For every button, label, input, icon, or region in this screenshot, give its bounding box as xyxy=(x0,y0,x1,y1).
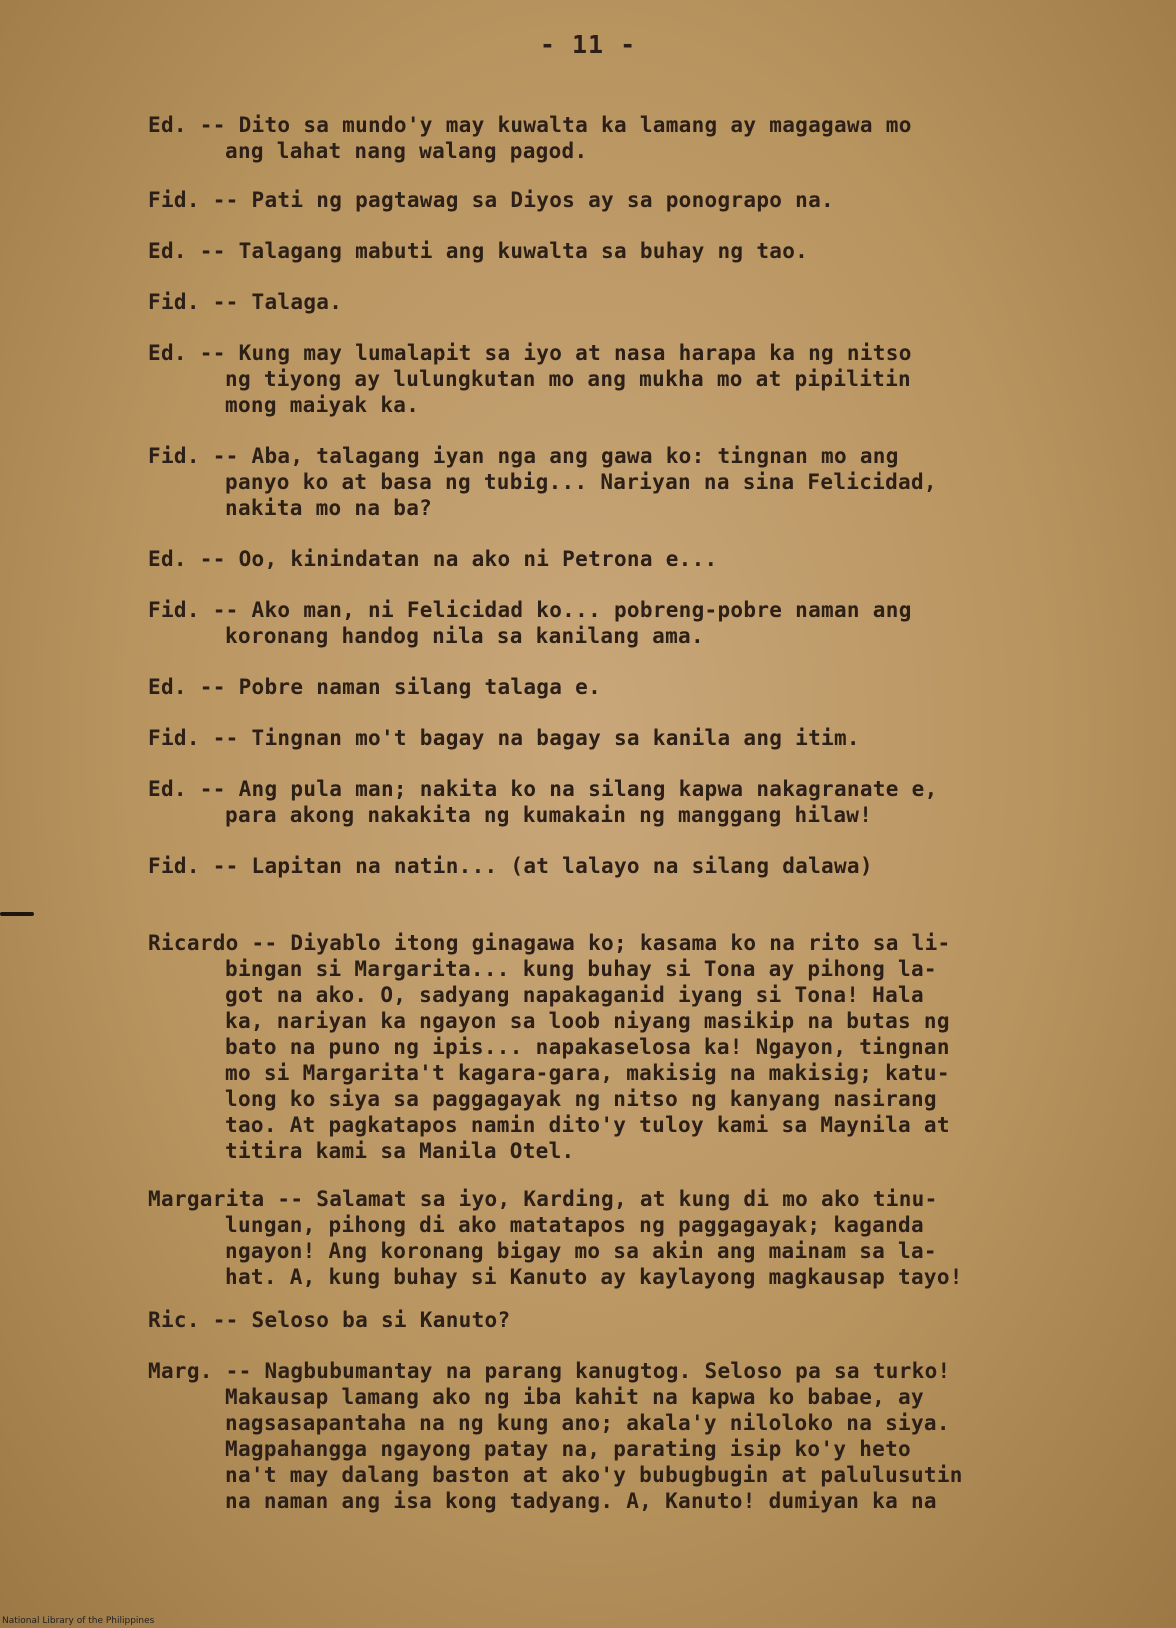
dialogue-line-continuation: ng tiyong ay lulungkutan mo ang mukha mo at pipilitin xyxy=(225,367,911,391)
dialogue-line-speaker: Fid. -- Talaga. xyxy=(148,290,343,314)
dialogue-line-continuation: lungan, pihong di ako matatapos ng paggagayak; kaganda xyxy=(225,1213,924,1237)
dialogue-line-continuation: bingan si Margarita... kung buhay si Tona ay pihong la- xyxy=(225,957,937,981)
dialogue-line-speaker: Ed. -- Pobre naman silang talaga e. xyxy=(148,675,602,699)
dialogue-entry xyxy=(148,1307,1123,1333)
dialogue-entry xyxy=(148,853,1123,879)
dialogue-entry xyxy=(148,443,1123,521)
dialogue-line-continuation: bato na puno ng ipis... napakaselosa ka! Ngayon, tingnan xyxy=(225,1035,950,1059)
dialogue-line-speaker: Margarita -- Salamat sa iyo, Karding, at kung di mo ako tinu- xyxy=(148,1187,938,1211)
dialogue-line-continuation: titira kami sa Manila Otel. xyxy=(225,1139,575,1163)
dialogue-line-continuation: got na ako. O, sadyang napakaganid iyang si Tona! Hala xyxy=(225,983,924,1007)
dialogue-entry xyxy=(148,930,1123,1164)
dialogue-line-continuation: ngayon! Ang koronang bigay mo sa akin ang mainam sa la- xyxy=(225,1239,937,1263)
footer-credit: National Library of the Philippines xyxy=(2,1616,155,1626)
dialogue-line-speaker: Ricardo -- Diyablo itong ginagawa ko; kasama ko na rito sa li- xyxy=(148,931,951,955)
dialogue-line-continuation: na't may dalang baston at ako'y bubugbugin at palulusutin xyxy=(225,1463,963,1487)
dialogue-line-speaker: Fid. -- Aba, talagang iyan nga ang gawa ko: tingnan mo ang xyxy=(148,444,899,468)
dialogue-line-continuation: para akong nakakita ng kumakain ng manggang hilaw! xyxy=(225,803,873,827)
dialogue-line-speaker: Fid. -- Ako man, ni Felicidad ko... pobreng-pobre naman ang xyxy=(148,598,912,622)
dialogue-entry xyxy=(148,340,1123,418)
dialogue-entry xyxy=(148,674,1123,700)
dialogue-line-continuation: panyo ko at basa ng tubig... Nariyan na sina Felicidad, xyxy=(225,470,937,494)
dialogue-line-speaker: Ed. -- Kung may lumalapit sa iyo at nasa harapa ka ng nitso xyxy=(148,341,912,365)
dialogue-line-continuation: Magpahangga ngayong patay na, parating isip ko'y heto xyxy=(225,1437,911,1461)
dialogue-line-continuation: na naman ang isa kong tadyang. A, Kanuto! dumiyan ka na xyxy=(225,1489,937,1513)
dialogue-line-continuation: Makausap lamang ako ng iba kahit na kapwa ko babae, ay xyxy=(225,1385,924,1409)
dialogue-line-continuation: ka, nariyan ka ngayon sa loob niyang masikip na butas ng xyxy=(225,1009,950,1033)
dialogue-entry xyxy=(148,1186,1123,1290)
dialogue-entry xyxy=(148,725,1123,751)
dialogue-entry xyxy=(148,1358,1123,1514)
dialogue-entry xyxy=(148,776,1123,828)
dialogue-line-speaker: Ed. -- Talagang mabuti ang kuwalta sa buhay ng tao. xyxy=(148,239,809,263)
dialogue-line-continuation: nagsasapantaha na ng kung ano; akala'y niloloko na siya. xyxy=(225,1411,950,1435)
dialogue-line-continuation: mong maiyak ka. xyxy=(225,393,420,417)
dialogue-line-speaker: Ed. -- Dito sa mundo'y may kuwalta ka lamang ay magagawa mo xyxy=(148,113,912,137)
dialogue-entry xyxy=(148,289,1123,315)
dialogue-line-speaker: Marg. -- Nagbubumantay na parang kanugtog. Seloso pa sa turko! xyxy=(148,1359,951,1383)
dialogue-entry xyxy=(148,546,1123,572)
dialogue-line-speaker: Fid. -- Lapitan na natin... (at lalayo na silang dalawa) xyxy=(148,854,873,878)
dialogue-entry xyxy=(148,597,1123,649)
dialogue-line-speaker: Ed. -- Oo, kinindatan na ako ni Petrona e... xyxy=(148,547,718,571)
dialogue-line-speaker: Fid. -- Pati ng pagtawag sa Diyos ay sa ponograpo na. xyxy=(148,188,834,212)
dialogue-line-continuation: tao. At pagkatapos namin dito'y tuloy kami sa Maynila at xyxy=(225,1113,950,1137)
dialogue-line-continuation: nakita mo na ba? xyxy=(225,496,433,520)
dialogue-line-speaker: Ric. -- Seloso ba si Kanuto? xyxy=(148,1308,511,1332)
dialogue-line-speaker: Fid. -- Tingnan mo't bagay na bagay sa kanila ang itim. xyxy=(148,726,860,750)
dialogue-line-speaker: Ed. -- Ang pula man; nakita ko na silang kapwa nakagranate e, xyxy=(148,777,938,801)
page-number: - 11 - xyxy=(539,30,637,59)
dialogue-line-continuation: long ko siya sa paggagayak ng nitso ng kanyang nasirang xyxy=(225,1087,937,1111)
dialogue-line-continuation: koronang handog nila sa kanilang ama. xyxy=(225,624,704,648)
margin-mark xyxy=(0,912,34,916)
dialogue-line-continuation: hat. A, kung buhay si Kanuto ay kaylayong magkausap tayo! xyxy=(225,1265,963,1289)
dialogue-line-continuation: ang lahat nang walang pagod. xyxy=(225,139,588,163)
dialogue-line-continuation: mo si Margarita't kagara-gara, makisig na makisig; katu- xyxy=(225,1061,950,1085)
dialogue-entry xyxy=(148,187,1123,213)
dialogue-entry xyxy=(148,112,1123,164)
dialogue-entry xyxy=(148,238,1123,264)
